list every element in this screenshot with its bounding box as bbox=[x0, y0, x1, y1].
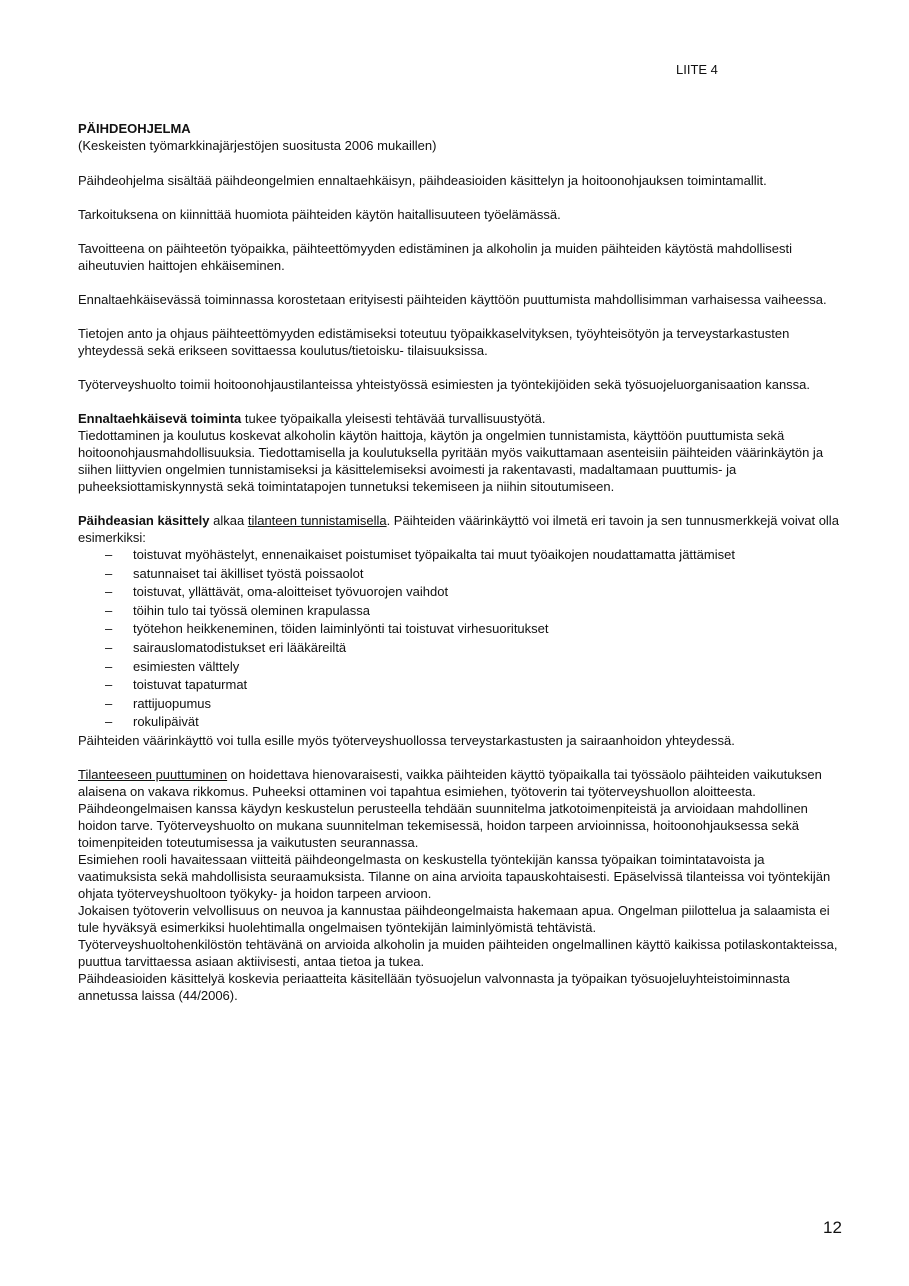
intro-paragraph: Tavoitteena on päihteetön työpaikka, päihteettömyyden edistäminen ja alkoholin ja muiden päihteiden käytöstä mahdollisesti aiheutuvien haittojen ehkäiseminen. bbox=[78, 241, 793, 273]
intervention-paragraph: Jokaisen työtoverin velvollisuus on neuvoa ja kannustaa päihdeongelmaista hakemaan apua. Ongelman piilottelua ja salaamista ei tule hyväksyä esimerkiksi huolehtimalla ongelmaisen työntekijän laiminlyömistä tehtävistä. bbox=[78, 902, 830, 935]
intervention-paragraph bbox=[78, 766, 840, 851]
prevention-lead: tukee työpaikalla yleisesti tehtävää turvallisuustyötä. bbox=[241, 411, 546, 426]
intervention-first: on hoidettava hienovaraisesti, vaikka päihteiden käyttö työpaikalla tai työssäolo päihteiden vaikutuksen alaisena on vakava rikkomus. Puheeksi ottaminen voi tapahtua esimiehen, työtoverin tai työterveyshuollon aloitteesta. Päihdeongelmaisen kanssa käydyn keskustelun perusteella tehdään suunnitelma jatkotoimenpiteistä ja arvioidaan mahdollinen hoidon tarve. Työterveyshuolto on mukana suunnitelman tekemisessä, hoidon tarpeen arvioinnissa, hoitoonohjauksessa sekä toimenpiteiden toteutumisessa ja vaikutusten seurannassa. bbox=[78, 766, 822, 850]
list-item: – toistuvat, yllättävät, oma-aloitteiset työvuorojen vaihdot bbox=[105, 583, 840, 600]
prevention-body: Tiedottaminen ja koulutus koskevat alkoholin käytön haittoja, käytön ja ongelmien tunnistamista, käyttöön puuttumista sekä hoitoonohjausmahdollisuuksia. Tiedottamisella ja koulutuksella pyritään myös vaikuttamaan asenteisiin päihteiden väärinkäytön ja siihen liittyvien ongelmien tunnistamiseksi ja käsittelemiseksi avoimesti ja rakentavasti, madaltamaan puuttumis- ja puheeksiottamiskynnystä sekä toimintatapojen tunnetuksi tekemiseen ja niihin sitoutumiseen. bbox=[78, 428, 824, 494]
list-item: – toistuvat myöhästelyt, ennenaikaiset poistumiset työpaikalta tai muut työaikojen noudattamatta jättämiset bbox=[105, 546, 840, 563]
document-body bbox=[78, 120, 840, 1004]
prevention-section bbox=[78, 410, 840, 495]
list-item: – työtehon heikkeneminen, töiden laiminlyönti tai toistuvat virhesuoritukset bbox=[105, 620, 840, 637]
intro-paragraph: Ennaltaehkäisevässä toiminnassa korostetaan erityisesti päihteiden käyttöön puuttumista mahdollisimman varhaisessa vaiheessa. bbox=[78, 292, 827, 307]
list-item: – esimiesten välttely bbox=[105, 658, 840, 675]
intervention-paragraph: Työterveyshuoltohenkilöstön tehtävänä on arvioida alkoholin ja muiden päihteiden ongelmallinen käyttö kaikissa potilaskontakteissa, puuttua tarvittaessa asiaan aktiivisesti, antaa tietoa ja tukea. bbox=[78, 936, 838, 969]
handling-section-intro bbox=[78, 512, 840, 546]
page-number: 12 bbox=[823, 1218, 842, 1237]
handling-heading: Päihdeasian käsittely bbox=[78, 513, 210, 528]
handling-after: Päihteiden väärinkäyttö voi tulla esille myös työterveyshuollossa terveystarkastusten ja sairaanhoidon yhteydessä. bbox=[78, 732, 735, 748]
intervention-underlined-term: Tilanteeseen puuttuminen bbox=[78, 766, 228, 782]
handling-text-a: alkaa bbox=[209, 513, 248, 528]
list-item: – rokulipäivät bbox=[105, 713, 840, 730]
intervention-paragraph: Esimiehen rooli havaitessaan viitteitä päihdeongelmasta on keskustella työntekijän kanssa työpaikan toimintatavoista ja vaatimuksista sekä mahdollisista seuraamuksista. Tilanne on aina arvioita tapauskohtaisesti. Epäselvissä tilanteissa voi työntekijän ohjata työterveyshuoltoon työkyky- ja hoidon tarpeen arvioon. bbox=[78, 851, 831, 901]
intervention-paragraph: Päihdeasioiden käsittelyä koskevia periaatteita käsitellään työsuojelun valvonnasta ja työpaikan työsuojeluyhteistoiminnasta annetussa laissa (44/2006). bbox=[78, 970, 790, 1003]
intro-paragraph: Työterveyshuolto toimii hoitoonohjaustilanteissa yhteistyössä esimiesten ja työntekijöiden sekä työsuojeluorganisaation kanssa. bbox=[78, 377, 811, 392]
signs-list bbox=[78, 546, 840, 730]
list-item: – töihin tulo tai työssä oleminen krapulassa bbox=[105, 602, 840, 619]
intro-paragraph: Tietojen anto ja ohjaus päihteettömyyden edistämiseksi toteutuu työpaikkaselvityksen, työyhteisötyön ja terveystarkastusten yhteydessä sekä erikseen sovittaessa koulutus/tietoisku- tilaisuuksissa. bbox=[78, 326, 790, 358]
list-item: – rattijuopumus bbox=[105, 695, 840, 712]
attachment-label: LIITE 4 bbox=[676, 62, 718, 77]
handling-text-b: . Päihteiden väärinkäyttö voi ilmetä eri tavoin ja sen tunnusmerkkejä voivat olla esimerkiksi: bbox=[78, 513, 839, 545]
prevention-heading: Ennaltaehkäisevä toiminta bbox=[78, 411, 242, 426]
list-item: – toistuvat tapaturmat bbox=[105, 676, 840, 693]
list-item: – sairauslomatodistukset eri lääkäreiltä bbox=[105, 639, 840, 656]
intro-paragraph: Päihdeohjelma sisältää päihdeongelmien ennaltaehkäisyn, päihdeasioiden käsittelyn ja hoitoonohjauksen toimintamallit. bbox=[78, 173, 767, 188]
list-item: – satunnaiset tai äkilliset työstä poissaolot bbox=[105, 565, 840, 582]
handling-underlined-term: tilanteen tunnistamisella bbox=[247, 513, 387, 528]
document-subtitle: (Keskeisten työmarkkinajärjestöjen suositusta 2006 mukaillen) bbox=[78, 138, 437, 153]
intro-paragraph: Tarkoituksena on kiinnittää huomiota päihteiden käytön haitallisuuteen työelämässä. bbox=[78, 207, 561, 222]
document-title: PÄIHDEOHJELMA bbox=[78, 121, 191, 136]
